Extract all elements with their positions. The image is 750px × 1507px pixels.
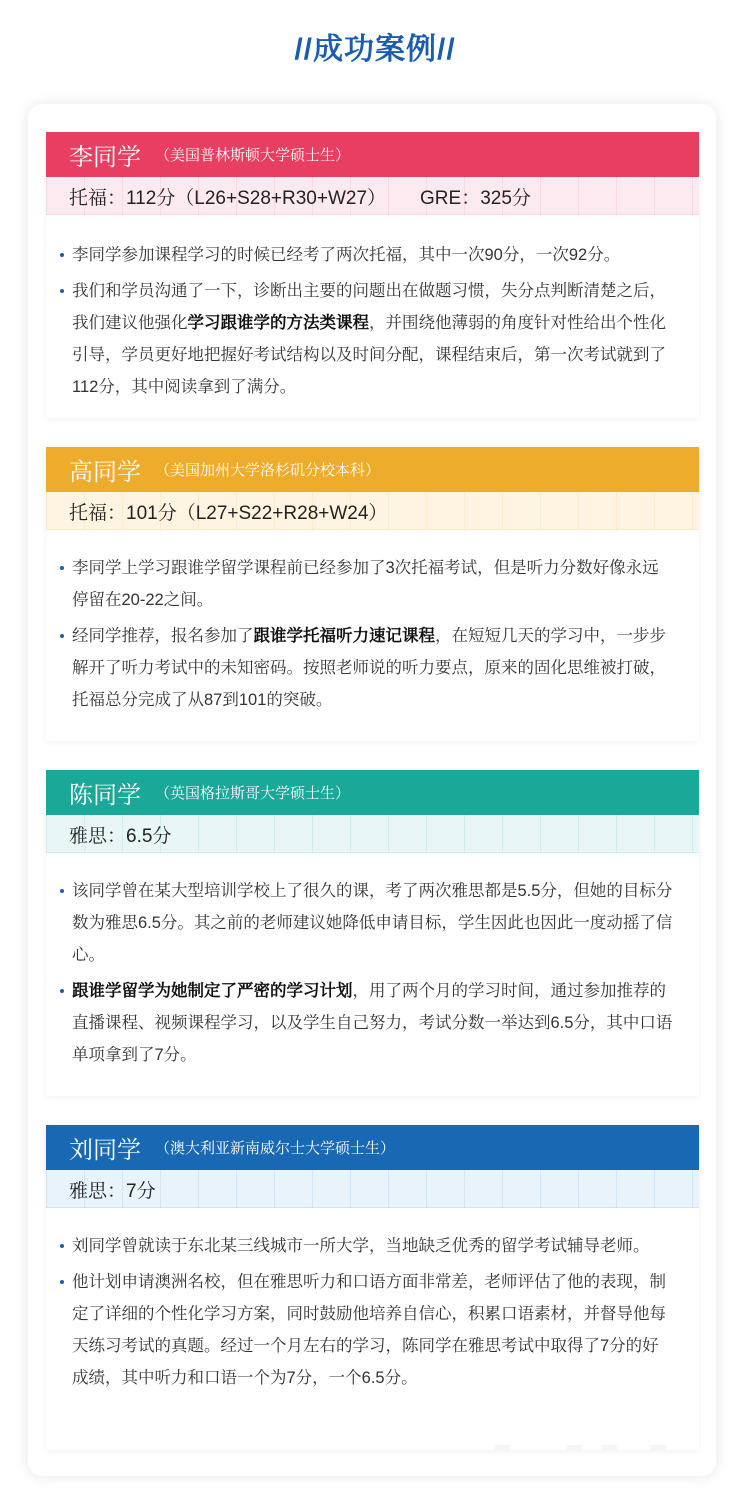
score-secondary: GRE：325分	[420, 187, 531, 209]
student-name: 李同学	[69, 144, 141, 171]
case-card-li	[46, 132, 699, 418]
score-row	[46, 1170, 699, 1208]
student-school: （美国普林斯顿大学硕士生）	[155, 147, 351, 164]
case-header	[46, 770, 699, 815]
case-card-chen	[46, 770, 699, 1096]
case-body	[46, 530, 699, 716]
bullet-icon	[60, 1244, 64, 1248]
watermark-text	[487, 1419, 679, 1450]
student-name: 刘同学	[69, 1137, 141, 1164]
case-body	[46, 1208, 699, 1394]
student-school: （澳大利亚新南威尔士大学硕士生）	[155, 1140, 396, 1157]
list-item: 该同学曾在某大型培训学校上了很久的课，考了两次雅思都是5.5分，但她的目标分数为雅思6.5分。其之前的老师建议她降低申请目标，学生因此也因此一度动摇了信心。	[72, 875, 673, 971]
bullet-icon	[60, 634, 64, 638]
case-header	[46, 447, 699, 492]
student-school: （美国加州大学洛杉矶分校本科）	[155, 462, 381, 479]
list-item: 经同学推荐，报名参加了跟谁学托福听力速记课程，在短短几天的学习中，一步步解开了听力考试中的未知密码。按照老师说的听力要点，原来的固化思维被打破，托福总分完成了从87到101的突破。	[72, 620, 673, 716]
bullet-icon	[60, 289, 64, 293]
score-primary: 雅思：7分	[69, 1180, 156, 1202]
list-item: 我们和学员沟通了一下，诊断出主要的问题出在做题习惯，失分点判断清楚之后，我们建议他强化学习跟谁学的方法类课程，并围绕他薄弱的角度针对性给出个性化引导，学员更好地把握好考试结构以及时间分配，课程结束后，第一次考试就到了112分，其中阅读拿到了满分。	[72, 275, 673, 403]
score-row	[46, 815, 699, 853]
list-item: 李同学上学习跟谁学留学课程前已经参加了3次托福考试，但是听力分数好像永远停留在20-22之间。	[72, 552, 673, 616]
page-title: //成功案例//	[294, 33, 456, 66]
case-body	[46, 853, 699, 1071]
list-item: 刘同学曾就读于东北某三线城市一所大学，当地缺乏优秀的留学考试辅导老师。	[72, 1230, 673, 1262]
bullet-icon	[60, 566, 64, 570]
bullet-icon	[60, 889, 64, 893]
case-header	[46, 132, 699, 177]
list-item: 跟谁学留学为她制定了严密的学习计划，用了两个月的学习时间，通过参加推荐的直播课程、视频课程学习，以及学生自己努力，考试分数一举达到6.5分，其中口语单项拿到了7分。	[72, 975, 673, 1071]
score-primary: 雅思：6.5分	[69, 825, 172, 847]
student-name: 高同学	[69, 459, 141, 486]
case-body	[46, 215, 699, 403]
score-row	[46, 177, 699, 215]
student-school: （英国格拉斯哥大学硕士生）	[155, 785, 351, 802]
score-primary: 托福：112分（L26+S28+R30+W27）	[69, 187, 387, 209]
score-primary: 托福：101分（L27+S22+R28+W24）	[69, 502, 388, 524]
bullet-icon	[60, 253, 64, 257]
score-row	[46, 492, 699, 530]
student-name: 陈同学	[69, 782, 141, 809]
case-card-liu	[46, 1125, 699, 1450]
bullet-icon	[60, 989, 64, 993]
case-card-gao	[46, 447, 699, 741]
bullet-icon	[60, 1280, 64, 1284]
list-item: 李同学参加课程学习的时候已经考了两次托福，其中一次90分，一次92分。	[72, 239, 673, 271]
list-item: 他计划申请澳洲名校，但在雅思听力和口语方面非常差，老师评估了他的表现，制定了详细的个性化学习方案，同时鼓励他培养自信心，积累口语素材，并督导他每天练习考试的真题。经过一个月左右的学习，陈同学在雅思考试中取得了7分的好成绩，其中听力和口语一个为7分，一个6.5分。	[72, 1266, 673, 1394]
case-header	[46, 1125, 699, 1170]
